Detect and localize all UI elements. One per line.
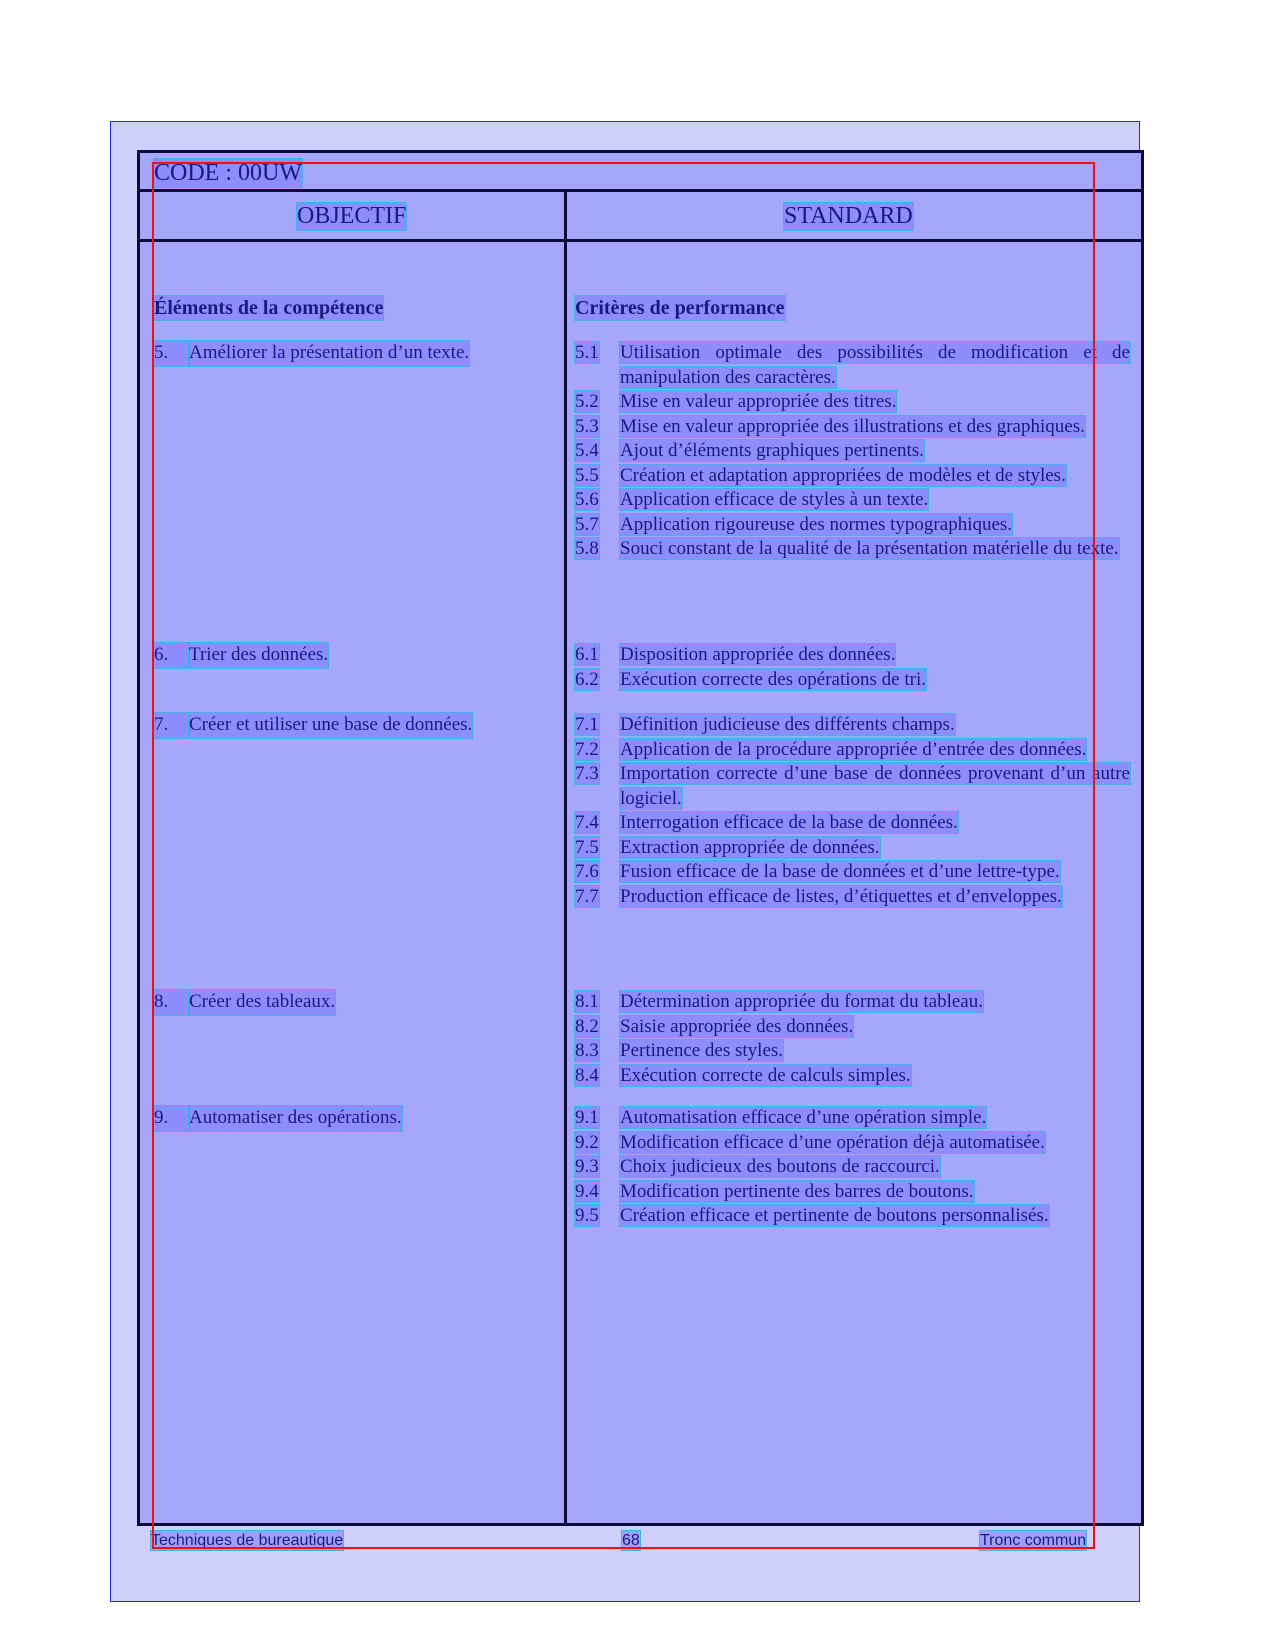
competency-element: [154, 713, 564, 738]
criterion-text: Interrogation efficace de la base de données.: [620, 812, 958, 833]
criterion-number: 7.6: [575, 861, 599, 882]
criterion-text: Ajout d’éléments graphiques pertinents.: [620, 440, 924, 461]
criterion-number: 9.3: [575, 1156, 599, 1177]
criterion-item: [575, 1015, 1130, 1040]
criterion-text: Définition judicieuse des différents champs.: [620, 714, 955, 735]
criterion-number: 5.4: [575, 440, 599, 461]
criterion-text: Application de la procédure appropriée d’entrée des données.: [620, 738, 1087, 760]
element-number: 8.: [154, 990, 189, 1015]
criteres-heading: Critères de performance: [575, 297, 785, 319]
criterion-item: [575, 513, 1130, 538]
criterion-number: 5.2: [575, 391, 599, 412]
criterion-text: Création et adaptation appropriées de modèles et de styles.: [620, 464, 1066, 486]
criterion-number: 9.5: [575, 1205, 599, 1226]
criterion-item: [575, 885, 1130, 910]
criterion-text: Exécution correcte de calculs simples.: [620, 1064, 911, 1086]
criterion-item: [575, 668, 1130, 693]
criterion-text: Automatisation efficace d’une opération simple.: [620, 1107, 987, 1128]
criterion-text: Choix judicieux des boutons de raccourci.: [620, 1156, 940, 1177]
competency-element: [154, 643, 564, 668]
criterion-number: 5.1: [575, 342, 599, 363]
criterion-item: [575, 762, 1130, 811]
criterion-item: [575, 439, 1130, 464]
criterion-item: [575, 415, 1130, 440]
criterion-number: 9.4: [575, 1180, 599, 1202]
criterion-item: [575, 1155, 1130, 1180]
element-label: Automatiser des opérations.: [189, 1106, 402, 1131]
header-row: [140, 192, 1141, 242]
code-row: [140, 153, 1141, 192]
footer-program: Techniques de bureautique: [151, 1532, 344, 1549]
element-number: 6.: [154, 643, 189, 668]
criterion-item: [575, 990, 1130, 1015]
criterion-item: [575, 1131, 1130, 1156]
criterion-number: 9.1: [575, 1107, 599, 1128]
element-label: Trier des données.: [189, 643, 328, 668]
criterion-number: 6.2: [575, 668, 599, 690]
criterion-item: [575, 390, 1130, 415]
competency-element: [154, 990, 564, 1015]
criterion-text: Saisie appropriée des données.: [620, 1015, 854, 1037]
code-label: CODE : 00UW: [154, 160, 302, 186]
competency-table: [137, 150, 1144, 1526]
criterion-text: Utilisation optimale des possibilités de modification et de manipulation des caractères.: [620, 342, 1130, 388]
column-divider: [564, 192, 567, 1523]
criterion-number: 7.5: [575, 836, 599, 858]
criterion-number: 9.2: [575, 1131, 599, 1153]
element-label: Améliorer la présentation d’un texte.: [189, 341, 469, 366]
criterion-item: [575, 1039, 1130, 1064]
element-number: 7.: [154, 713, 189, 738]
criterion-text: Pertinence des styles.: [620, 1040, 784, 1061]
criterion-text: Modification efficace d’une opération déjà automatisée.: [620, 1131, 1045, 1153]
competency-element: [154, 341, 564, 366]
criterion-item: [575, 738, 1130, 763]
criterion-item: [575, 341, 1130, 390]
elements-heading: Éléments de la compétence: [154, 297, 384, 319]
criterion-text: Création efficace et pertinente de boutons personnalisés.: [620, 1205, 1049, 1226]
criterion-number: 5.7: [575, 513, 599, 535]
criterion-item: [575, 1204, 1130, 1229]
footer-page-number: 68: [622, 1532, 640, 1549]
criteria-list: [575, 713, 1130, 909]
criterion-item: [575, 713, 1130, 738]
criterion-number: 7.2: [575, 738, 599, 760]
criterion-item: [575, 537, 1130, 562]
criterion-item: [575, 860, 1130, 885]
criterion-item: [575, 643, 1130, 668]
criterion-text: Détermination appropriée du format du tableau.: [620, 991, 983, 1012]
criterion-text: Extraction appropriée de données.: [620, 836, 880, 858]
competency-element: [154, 1106, 564, 1131]
element-number: 9.: [154, 1106, 189, 1131]
criterion-number: 5.6: [575, 489, 599, 510]
criterion-text: Mise en valeur appropriée des titres.: [620, 391, 897, 412]
objectif-header: OBJECTIF: [297, 203, 407, 229]
criterion-item: [575, 836, 1130, 861]
criterion-text: Importation correcte d’une base de données provenant d’un autre logiciel.: [620, 763, 1130, 809]
criterion-number: 7.4: [575, 812, 599, 833]
criterion-item: [575, 1064, 1130, 1089]
criterion-text: Production efficace de listes, d’étiquettes et d’enveloppes.: [620, 885, 1062, 907]
criterion-number: 8.2: [575, 1015, 599, 1037]
criterion-number: 7.3: [575, 763, 599, 784]
criterion-number: 8.1: [575, 991, 599, 1012]
criterion-item: [575, 811, 1130, 836]
criteria-list: [575, 990, 1130, 1088]
criterion-number: 8.3: [575, 1040, 599, 1061]
criterion-text: Application rigoureuse des normes typographiques.: [620, 513, 1013, 535]
criterion-item: [575, 1106, 1130, 1131]
criterion-number: 5.8: [575, 538, 599, 559]
element-label: Créer des tableaux.: [189, 990, 335, 1015]
criterion-number: 8.4: [575, 1064, 599, 1086]
criteria-list: [575, 643, 1130, 692]
footer-section: Tronc commun: [980, 1532, 1087, 1549]
element-label: Créer et utiliser une base de données.: [189, 713, 472, 738]
criterion-text: Mise en valeur appropriée des illustrations et des graphiques.: [620, 415, 1085, 437]
criterion-item: [575, 488, 1130, 513]
standard-header: STANDARD: [784, 203, 913, 229]
criterion-text: Application efficace de styles à un texte.: [620, 489, 929, 510]
criterion-number: 7.1: [575, 714, 599, 735]
criteria-list: [575, 1106, 1130, 1229]
element-number: 5.: [154, 341, 189, 366]
criterion-text: Disposition appropriée des données.: [620, 644, 896, 665]
criterion-text: Modification pertinente des barres de boutons.: [620, 1180, 974, 1202]
criterion-text: Fusion efficace de la base de données et d’une lettre-type.: [620, 861, 1060, 882]
criterion-item: [575, 464, 1130, 489]
criterion-item: [575, 1180, 1130, 1205]
criteria-list: [575, 341, 1130, 562]
criterion-text: Exécution correcte des opérations de tri.: [620, 668, 926, 690]
criterion-text: Souci constant de la qualité de la présentation matérielle du texte.: [620, 538, 1119, 559]
criterion-number: 6.1: [575, 644, 599, 665]
criterion-number: 7.7: [575, 885, 599, 907]
criterion-number: 5.5: [575, 464, 599, 486]
criterion-number: 5.3: [575, 415, 599, 437]
